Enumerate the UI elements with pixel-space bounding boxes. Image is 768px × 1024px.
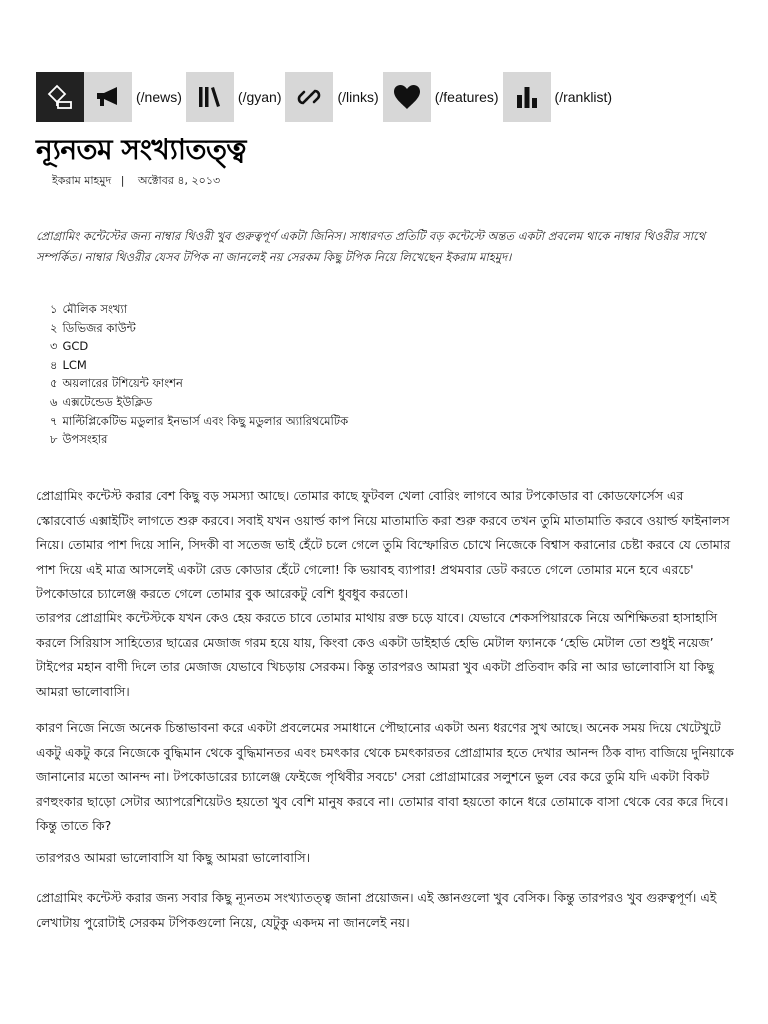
top-nav [36,72,616,122]
publish-date: অক্টোবর ৪, ২০১৩ [137,174,221,187]
article-intro: প্রোগ্রামিং কন্টেস্টের জন্য নাম্বার থিওরী খুব গুরুত্বপূর্ণ একটা জিনিস। সাধারণত প্রতিটি বড় কন্টেস্টে অন্তত একটা প্রবলেম থাকে নাম্বার থিওরীর সাথে সম্পর্কিত। নাম্বার থিওরীর যেসব টপিক না জানলেই নয় সেরকম কিছু টপিক নিয়ে লিখেছেন ইকরাম মাহমুদ। [36,229,706,264]
nav-link-ranklist[interactable]: (/ranklist) [554,89,613,105]
toc-item[interactable] [50,319,348,338]
nav-link-news[interactable]: (/news) [136,89,182,105]
toc-number: ৮ [50,432,58,447]
page-title: ন্যূনতম সংখ্যাতত্ত্ব [36,133,246,166]
toc-label: ডিভিজর কাউন্ট [62,320,136,335]
author-name[interactable]: ইকরাম মাহমুদ [52,174,112,187]
toc-item[interactable] [50,412,348,431]
megaphone-icon[interactable] [84,72,132,122]
toc-label: অয়লারের টশিয়েন্ট ফাংশন [62,376,183,391]
body-paragraph: কারণ নিজে নিজে অনেক চিন্তাভাবনা করে একটা প্রবলেমের সমাধানে পৌছানোর একটা অন্য ধরণের সুখ আছে। অনেক সময় দিয়ে খেটেখুটে একটু একটু করে নিজেকে বুদ্ধিমান থেকে বুদ্ধিমানতর এবং চমৎকার থেকে চমৎকারতর প্রোগ্রামার হতে দেখার আনন্দ ঠিক বাদ্য বাজিয়ে দুনিয়াকে জানানোর মতো আনন্দ না। টপকোডারের চ্যালেঞ্জ ফেইজে পৃথিবীর সবচে' সেরা প্রোগ্রামারের সলুশনে ভুল বের করে তুমি যদি একটা বিকট রণহুংকার ছাড়ো সেটার অ্যাপরেশিয়েটও হয়তো খুব বেশি মানুষ করবে না। তোমার বাবা হয়তো কানে ধরে তোমাকে বাসা থেকে বের করে দিবে। কিন্তু তাতে কি? [36,720,734,833]
body-paragraph: প্রোগ্রামিং কন্টেস্ট করার বেশ কিছু বড় সমস্যা আছে। তোমার কাছে ফুটবল খেলা বোরিং লাগবে আর টপকোডার বা কোডফোর্সেস এর স্কোরবোর্ড এক্সাইটিং লাগতে শুরু করবে। সবাই যখন ওয়ার্ল্ড কাপ নিয়ে মাতামাতি করা শুরু করবে তখন তুমি মাতামাতি করবে ওয়ার্ল্ড ফাইনালস নিয়ে। তোমার পাশ দিয়ে সানি, সিদকী বা সতেজ ভাই হেঁটে চলে গেলে তুমি বিস্ফোরিত চোখে নিজেকে বিশ্বাস করানোর চেষ্টা করবে যে তোমার পাশ দিয়ে এই মাত্র আসলেই একটা রেড কোডার হেঁটে গেলো! কি ভয়াবহ ব্যাপার! প্রথমবার ডেট করতে গেলে তোমার মনে হবে এরচে' টপকোডারে চ্যালেঞ্জ করতে গেলে তোমার বুক আরেকটু বেশি ধুবধুব করতো। [36,488,731,601]
toc-item[interactable] [50,393,348,412]
toc-number: ৫ [50,376,58,391]
toc-number: ২ [50,320,58,335]
toc-label: GCD [62,339,89,354]
body-paragraph: প্রোগ্রামিং কন্টেস্ট করার জন্য সবার কিছু ন্যূনতম সংখ্যাতত্ত্ব জানা প্রয়োজন। এই জ্ঞানগুলো খুব বেসিক। কিন্তু তারপরও খুব গুরুত্বপূর্ণ। এই লেখাটায় পুরোটাই সেরকম টপিকগুলো নিয়ে, যেটুকু একদম না জানলেই নয়। [36,890,717,930]
toc-label: মাল্টিপ্লিকেটিভ মডুলার ইনভার্স এবং কিছু মডুলার অ্যারিথমেটিক [62,413,349,428]
books-icon[interactable] [186,72,234,122]
meta-separator: | [120,174,125,187]
bar-chart-icon[interactable] [503,72,551,122]
toc-label: এক্সটেন্ডেড ইউক্লিড [62,394,153,409]
body-paragraph: তারপরও আমরা ভালোবাসি যা কিছু আমরা ভালোবাসি। [36,850,311,865]
table-of-contents [50,300,348,449]
article-meta [52,172,220,191]
home-diagram-icon[interactable] [36,72,84,122]
toc-number: ৪ [50,357,58,372]
toc-item[interactable] [50,300,348,319]
heart-icon[interactable] [383,72,431,122]
toc-item[interactable] [50,337,348,356]
toc-number: ৭ [50,413,58,428]
nav-link-gyan[interactable]: (/gyan) [237,89,282,105]
toc-number: ১ [50,302,58,316]
toc-label: LCM [62,357,87,372]
toc-item[interactable] [50,356,348,375]
toc-item[interactable] [50,374,348,393]
nav-link-features[interactable]: (/features) [434,89,499,105]
toc-number: ৬ [50,394,58,409]
link-icon[interactable] [285,72,333,122]
nav-link-links[interactable]: (/links) [337,89,379,105]
toc-number: ৩ [50,339,58,354]
toc-item[interactable] [50,430,348,449]
toc-label: মৌলিক সংখ্যা [62,302,128,316]
toc-label: উপসংহার [62,432,108,447]
body-paragraph: তারপর প্রোগ্রামিং কন্টেস্টকে যখন কেও হেয় করতে চাবে তোমার মাথায় রক্ত চড়ে যাবে। যেভাবে শেকসপিয়ারকে নিয়ে অশিক্ষিতরা হাসাহাসি করলে সিরিয়াস সাহিত্যের ছাত্রের মেজাজ গরম হয়ে যায়, কিংবা কেও একটা ডাইহার্ড হেভি মেটাল ফ্যানকে ‘হেভি মেটাল তো শুধুই নয়েজ’ টাইপের মহান বাণী দিলে তার মেজাজ যেভাবে খিচড়ায় সেরকম। কিন্তু তারপরও আমরা খুব একটা প্রতিবাদ করি না আর ভালোবাসি যা কিছু আমরা ভালোবাসি। [36,610,718,699]
